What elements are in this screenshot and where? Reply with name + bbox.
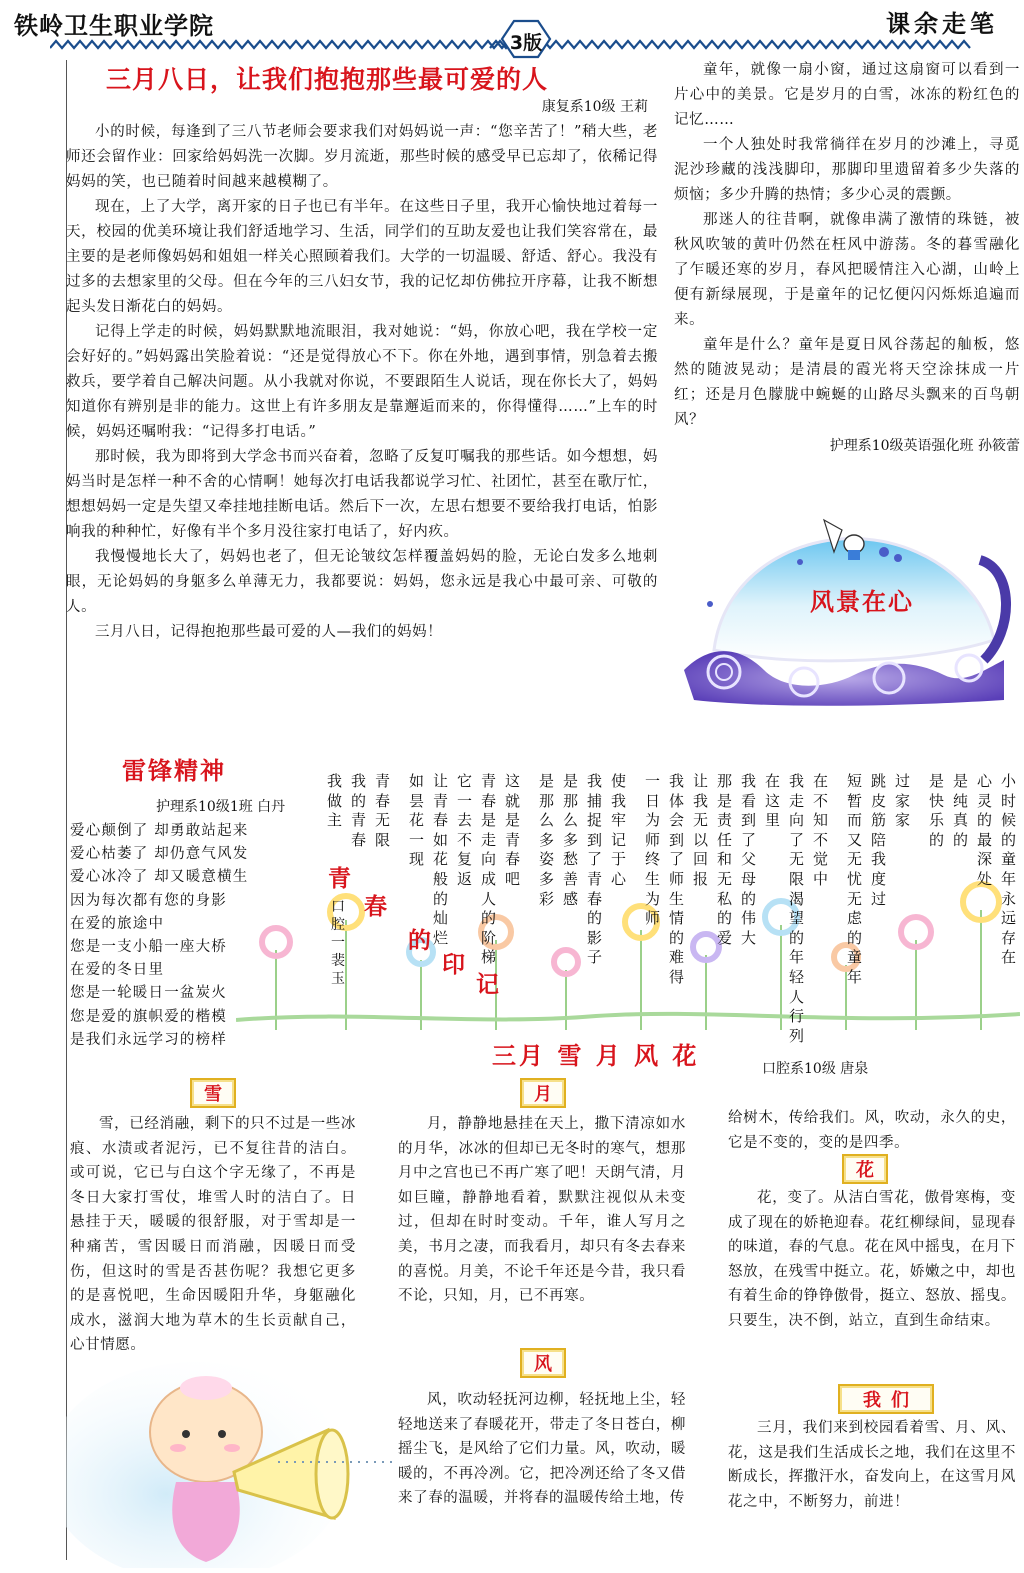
poem-line: 在爱的冬日里 xyxy=(70,962,165,979)
section-label-text: 我 xyxy=(863,1390,881,1411)
poem-line: 爱心颠倒了 却勇敢站起来 xyxy=(70,823,249,839)
section-flower xyxy=(728,1186,1016,1334)
section-label-text: 花 xyxy=(856,1160,874,1181)
poem-line: 爱心枯萎了 却仍意气风发 xyxy=(70,846,249,863)
poem-line: 您是爱的旗帜爱的楷模 xyxy=(70,1008,227,1025)
paragraph: 花，变了。从洁白雪花，傲骨寒梅，变成了现在的娇艳迎春。花红柳绿间，显现春的味道，春的气息。花在风中摇曳，在月下怒放，在残雪中挺立。花，娇嫩之中，却也有着生命的铮铮傲骨，挺立、怒放、摇曳。只要生，决不倒，站立，直到生命结束。 xyxy=(728,1190,1016,1329)
poem-byline: 护理系10级1班 白丹 xyxy=(156,799,286,815)
column-name: 课余走笔 xyxy=(886,10,998,38)
paragraph: 小的时候，每逢到了三八节老师会要求我们对妈妈说一声：“您辛苦了！”稍大些，老师还会留作业：回家给妈妈洗一次脚。岁月流逝，那些时候的感受早已忘却了，依稀记得妈妈的笑，也已随着时间越来越模糊了。 xyxy=(66,124,658,190)
poem-line: 因为每次都有您的身影 xyxy=(70,892,227,909)
article-mothers-day xyxy=(66,62,658,645)
poem-column: 我捕捉到了青春的影子 xyxy=(586,772,602,967)
article-title: 三月 雪 月 风 花 xyxy=(492,1042,700,1070)
paragraph: 我慢慢地长大了，妈妈也老了，但无论皱纹怎样覆盖妈妈的脸，无论白发多么地刺眼，无论妈妈的身躯多么单薄无力，我都要说：妈妈，您永远是我心中最可亲、可敬的人。 xyxy=(66,549,658,615)
poem-column: 短暂而又无忧无虑的童年 xyxy=(846,772,862,986)
article-title: 三月八日，让我们抱抱那些最可爱的人 xyxy=(106,65,549,94)
poem-column: 我的青春 xyxy=(350,772,366,849)
cartoon-child-illustration xyxy=(66,1322,400,1568)
poem-column: 跳皮筋陪我度过 xyxy=(870,772,886,908)
article-byline: 康复系10级 王莉 xyxy=(541,99,648,115)
school-name: 铁岭卫生职业学院 xyxy=(14,12,214,40)
poem-title: 雷锋精神 xyxy=(122,757,226,785)
poem-column: 让青春如花般的灿烂 xyxy=(432,772,448,947)
poem-column: 是那么多愁善感 xyxy=(562,772,578,908)
section-wind-continued xyxy=(728,1106,1016,1155)
page-number: 3版 xyxy=(509,32,543,54)
paragraph: 童年是什么？童年是夏日风谷荡起的舢板，悠然的随波晃动；是清晨的霞光将天空涂抹成一片红；还是月色朦胧中蜿蜒的山路尽头飘来的百鸟朝风？ xyxy=(674,337,1020,428)
scenery-title: 风景在心 xyxy=(810,588,914,616)
paragraph: 童年，就像一扇小窗，通过这扇窗可以看到一片心中的美景。它是岁月的白雪，冰冻的粉红色的记忆…… xyxy=(674,62,1020,128)
poem-column: 一日为师终生为师 xyxy=(644,772,660,928)
section-label-moon xyxy=(520,1078,566,1108)
poem-column: 使我牢记于心 xyxy=(610,772,626,888)
poem-column: 是纯真的 xyxy=(952,772,968,849)
poem-line: 爱心冰冷了 却又暖意横生 xyxy=(70,869,249,886)
section-label-text: 风 xyxy=(534,1354,552,1375)
youth-byline: 口腔一 裴玉 xyxy=(331,899,345,987)
section-label-flower xyxy=(842,1154,888,1184)
paragraph: 风，吹动轻抚河边柳，轻抚地上尘，轻轻地送来了春暖花开，带走了冬日苍白，柳摇尘飞，是风给了它们力量。风，吹动，暖暖的，不再冷冽。它，把冷冽还给了冬又借来了春的温暖，并将春的温暖传给土地，传 xyxy=(398,1392,686,1507)
page-number-badge xyxy=(498,18,554,60)
paragraph: 三月，我们来到校园看着雪、月、风、花，这是我们生活成长之地，我们在这里不断成长，挥撒汗水，奋发向上，在这雪月风花之中，不断努力，前进！ xyxy=(728,1420,1016,1510)
poem-line: 您是一支小船一座大桥 xyxy=(70,939,227,956)
poem-column: 我体会到了师生情的难得 xyxy=(668,772,684,986)
poem-column: 这就是青春吧 xyxy=(504,772,520,888)
paragraph: 那时候，我为即将到大学念书而兴奋着，忽略了反复叮嘱我的那些话。如今想想，妈妈当时是怎样一种不舍的心情啊！她每次打电话我都说学习忙、社团忙，甚至在歌厅忙，想想妈妈一定是失望又牵挂地挂断电话。然后下一次，左思右想要不要给我打电话，怕影响我的种种忙，好像有半个多月没往家打电话了，好内疚。 xyxy=(66,449,658,540)
youth-title-char: 青 xyxy=(328,866,351,892)
section-moon xyxy=(398,1112,686,1309)
poem-column: 在这里 xyxy=(764,772,780,830)
poem-column: 在不知不觉中 xyxy=(812,772,828,888)
poem-column: 青春无限 xyxy=(374,772,390,849)
youth-poem-columns xyxy=(323,772,1020,1046)
poem-column: 我看到了父母的伟大 xyxy=(740,772,756,947)
poem-column: 那是责任和无私的爱 xyxy=(716,772,732,947)
article-childhood xyxy=(674,58,1020,455)
paragraph: 三月八日，记得抱抱那些最可爱的人—我们的妈妈！ xyxy=(95,624,443,640)
paragraph: 月，静静地悬挂在天上，撒下清凉如水的月华，冰冰的但却已无冬时的寒气，想那月中之宫也已不再广寒了吧！天朗气清，月如巨瞳，静静地看着，默默注视似从未变过，但却在时时变动。千年，谁人写月之美，书月之凄，而我看月，却只有冬去春来的喜悦。月美，不论千年还是今昔，我只看不论，只知，月，已不再寒。 xyxy=(398,1116,686,1305)
youth-title-char: 记 xyxy=(476,972,499,998)
paragraph: 一个人独处时我常徜徉在岁月的沙滩上，寻觅泥沙珍藏的浅浅脚印，那脚印里遗留着多少失落的烦恼；多少升腾的热情；多少心灵的震颤。 xyxy=(674,137,1020,203)
section-label-us xyxy=(838,1384,934,1414)
paragraph: 给树木，传给我们。风，吹动，永久的史，它是不变的，变的是四季。 xyxy=(728,1110,1016,1151)
poem-column: 是那么多姿多彩 xyxy=(538,772,554,908)
poem-column: 心灵的最深处 xyxy=(976,772,992,888)
youth-title-char: 印 xyxy=(442,952,465,978)
poem-line: 您是一轮暖日一盆炭火 xyxy=(70,985,227,1002)
youth-title-char: 的 xyxy=(408,928,431,954)
poem-column: 让我无以回报 xyxy=(692,772,708,888)
poem-line: 是我们永远学习的榜样 xyxy=(70,1031,227,1048)
section-label-snow xyxy=(190,1078,236,1108)
article-byline: 护理系10级英语强化班 孙筱蕾 xyxy=(829,438,1020,454)
paragraph: 雪，已经消融，剩下的只不过是一些冰痕、水渍或者泥污，已不复往昔的洁白。或可说，它已与白这个字无缘了，不再是冬日大家打雪仗，堆雪人时的洁白了。日悬挂于天，暖暖的很舒服，对于雪却是一种痛苦，雪因暖日而消融，因暖日而受伤，但这时的雪是否甚伤呢？我想它更多的是喜悦吧，生命因暖阳升华，身躯融化成水，滋润大地为草木的生长贡献自己，心甘情愿。 xyxy=(70,1116,356,1354)
paragraph: 那迷人的往昔啊，就像串满了激情的珠链，被秋风吹皱的黄叶仍然在枉风中游荡。冬的暮雪融化了乍暖还寒的岁月，春风把暖情注入心湖，山岭上便有新绿展现，于是童年的记忆便闪闪烁烁追遍而来。 xyxy=(674,212,1020,328)
poem-column: 小时候的童年永远存在 xyxy=(1000,772,1016,967)
poem-column: 我做主 xyxy=(326,772,342,830)
poem-line: 在爱的旅途中 xyxy=(70,915,165,932)
article-byline: 口腔系10级 唐泉 xyxy=(762,1061,869,1077)
section-label-wind xyxy=(520,1348,566,1378)
section-label-text: 们 xyxy=(891,1390,909,1411)
section-us xyxy=(728,1416,1016,1514)
section-label-text: 雪 xyxy=(204,1084,222,1105)
section-wind xyxy=(398,1388,686,1511)
poem-column: 如昙花一现 xyxy=(408,772,424,869)
paragraph: 记得上学走的时候，妈妈默默地流眼泪，我对她说：“妈，你放心吧，我在学校一定会好好的。”妈妈露出笑脸着说：“还是觉得放心不下。你在外地，遇到事情，别急着去搬救兵，要学着自己解决问题。从小我就对你说，不要跟陌生人说话，现在你长大了，妈妈知道你有辨别是非的能力。这世上有许多朋友是靠邂逅而来的，你得懂得……”上车的时候，妈妈还嘱咐我：“记得多打电话。” xyxy=(66,324,658,440)
masthead xyxy=(0,0,1024,60)
section-label-text: 月 xyxy=(534,1084,552,1105)
paragraph: 现在，上了大学，离开家的日子也已有半年。在这些日子里，我开心愉快地过着每一天，校园的优美环境让我们舒适地学习、生活，同学们的互助友爱也让我们笑容常在，最主要的是老师像妈妈和姐姐一样关心照顾着我们。大学的一切温暖、舒适、舒心。我没有过多的去想家里的父母。但在今年的三八妇女节，我的记忆却仿佛拉开序幕，让我不断想起头发日渐花白的妈妈。 xyxy=(66,199,658,315)
poem-column: 它一去不复返 xyxy=(456,772,472,888)
poem-column: 过家家 xyxy=(894,772,910,830)
youth-title-char: 春 xyxy=(364,894,387,920)
poem-column: 青春是走向成人的阶梯 xyxy=(480,772,496,967)
poem-column: 我走向了无限渴望的年轻人行列 xyxy=(788,772,804,1045)
poem-column: 是快乐的 xyxy=(928,772,944,849)
